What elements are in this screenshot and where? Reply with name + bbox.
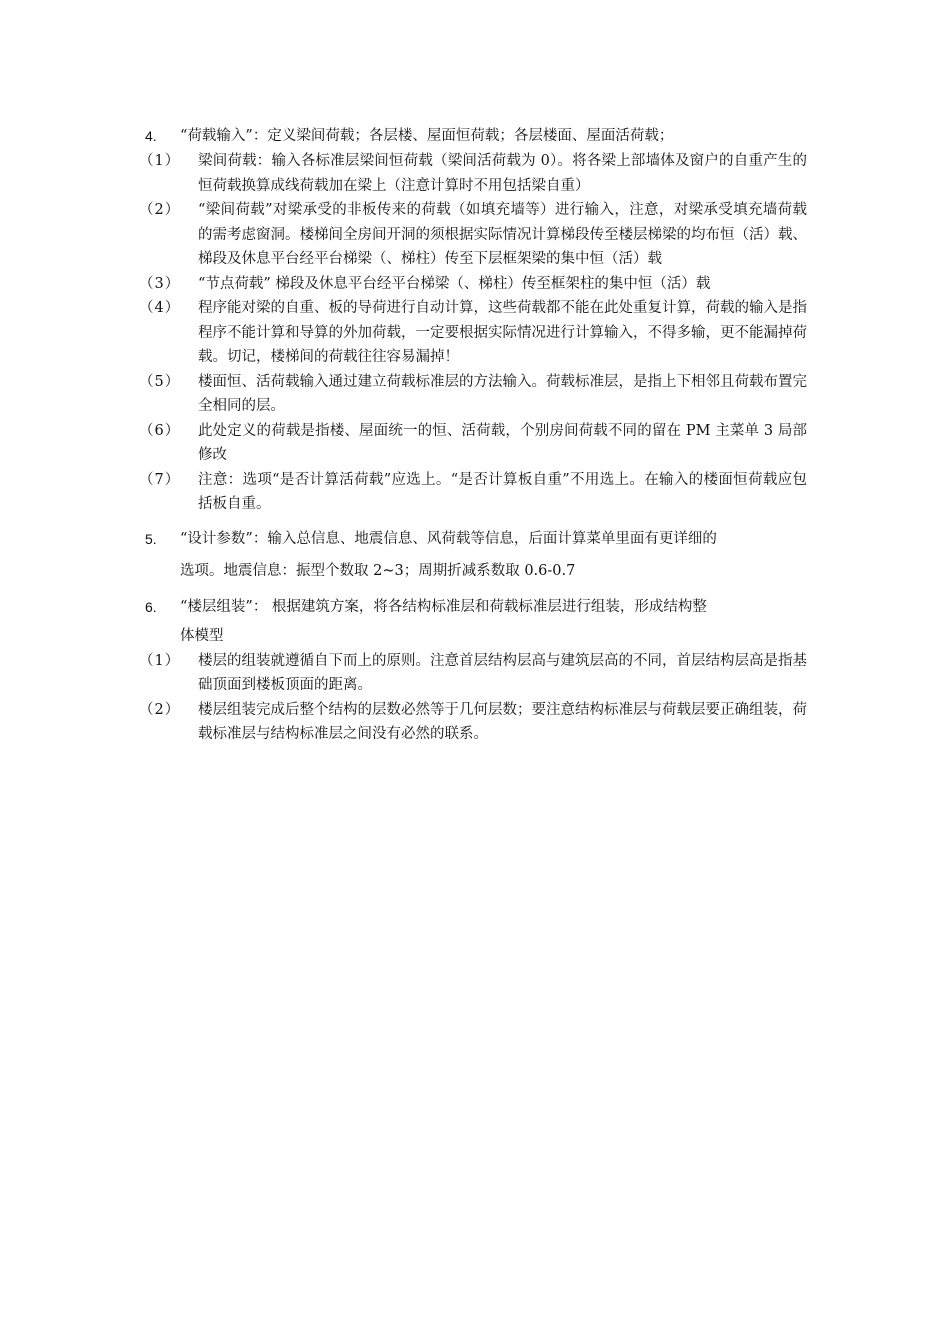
list-item	[139, 296, 807, 370]
item-number: （5）	[139, 373, 181, 390]
item-text: “节点荷载” 梯段及休息平台经平台梯梁（、梯柱）传至框架柱的集中恒（活）载	[198, 275, 711, 292]
section-continuation-text: 体模型	[180, 627, 224, 644]
section-text: “楼层组装”： 根据建筑方案，将各结构标准层和荷载标准层进行组装，形成结构整	[180, 598, 707, 615]
item-text: 注意：选项“是否计算活荷载”应选上。“是否计算板自重”不用选上。在输入的楼面恒荷载应包括板自重。	[198, 471, 807, 512]
list-item	[139, 698, 807, 747]
section-continuation	[145, 555, 807, 587]
item-number: （7）	[139, 471, 181, 488]
section-text: “设计参数”：输入总信息、地震信息、风荷载等信息，后面计算菜单里面有更详细的	[180, 530, 717, 547]
section-4	[139, 123, 807, 517]
document-body	[139, 123, 807, 747]
list-item	[139, 149, 807, 198]
section-number: 5.	[145, 530, 157, 547]
section-5	[145, 523, 807, 587]
section-heading	[145, 123, 807, 149]
item-text: “梁间荷载”对梁承受的非板传来的荷载（如填充墙等）进行输入，注意，对梁承受填充墙荷载的需考虑窗洞。楼梯间全房间开洞的须根据实际情况计算梯段传至楼层梯梁的均布恒（活）载、梯段及休息平台经平台梯梁（、梯柱）传至下层框架梁的集中恒（活）载	[198, 202, 807, 267]
section-heading	[145, 591, 807, 623]
section-number: 6.	[145, 598, 157, 615]
list-item	[139, 370, 807, 419]
item-number: （3）	[139, 275, 181, 292]
item-text: 梁间荷载：输入各标准层梁间恒荷载（梁间活荷载为 0）。将各梁上部墙体及窗户的自重产生的恒荷载换算成线荷载加在梁上（注意计算时不用包括梁自重）	[198, 153, 807, 194]
item-number: （1）	[139, 652, 181, 669]
list-item	[139, 468, 807, 517]
section-number: 4.	[145, 128, 157, 144]
list-item	[139, 272, 807, 297]
item-number: （2）	[139, 202, 181, 218]
section-continuation-text: 选项。地震信息：振型个数取 2~3；周期折减系数取 0.6-0.7	[180, 562, 576, 579]
item-text: 楼层组装完成后整个结构的层数必然等于几何层数；要注意结构标准层与荷载层要正确组装，荷载标准层与结构标准层之间没有必然的联系。	[198, 701, 807, 742]
item-text: 此处定义的荷载是指楼、屋面统一的恒、活荷载，个别房间荷载不同的留在 PM 主菜单 3 局部修改	[198, 422, 807, 463]
item-number: （2）	[139, 701, 181, 718]
section-text: “荷载输入”：定义梁间荷载；各层楼、屋面恒荷载；各层楼面、屋面活荷载；	[180, 128, 674, 144]
section-heading	[145, 523, 807, 555]
item-number: （6）	[139, 422, 181, 439]
list-item	[139, 419, 807, 468]
list-item	[139, 649, 807, 698]
item-text: 楼层的组装就遵循自下而上的原则。注意首层结构层高与建筑层高的不同，首层结构层高是指基础顶面到楼板顶面的距离。	[198, 652, 807, 693]
list-item	[139, 198, 807, 272]
item-number: （4）	[139, 300, 181, 316]
item-number: （1）	[139, 153, 181, 169]
item-text: 楼面恒、活荷载输入通过建立荷载标准层的方法输入。荷载标准层，是指上下相邻且荷载布置完全相同的层。	[198, 373, 807, 414]
section-6	[139, 591, 807, 747]
section-continuation	[145, 623, 807, 649]
item-text: 程序能对梁的自重、板的导荷进行自动计算，这些荷载都不能在此处重复计算，荷载的输入是指程序不能计算和导算的外加荷载，一定要根据实际情况进行计算输入，不得多输，更不能漏掉荷载。切记，楼梯间的荷载往往容易漏掉！	[198, 300, 807, 365]
